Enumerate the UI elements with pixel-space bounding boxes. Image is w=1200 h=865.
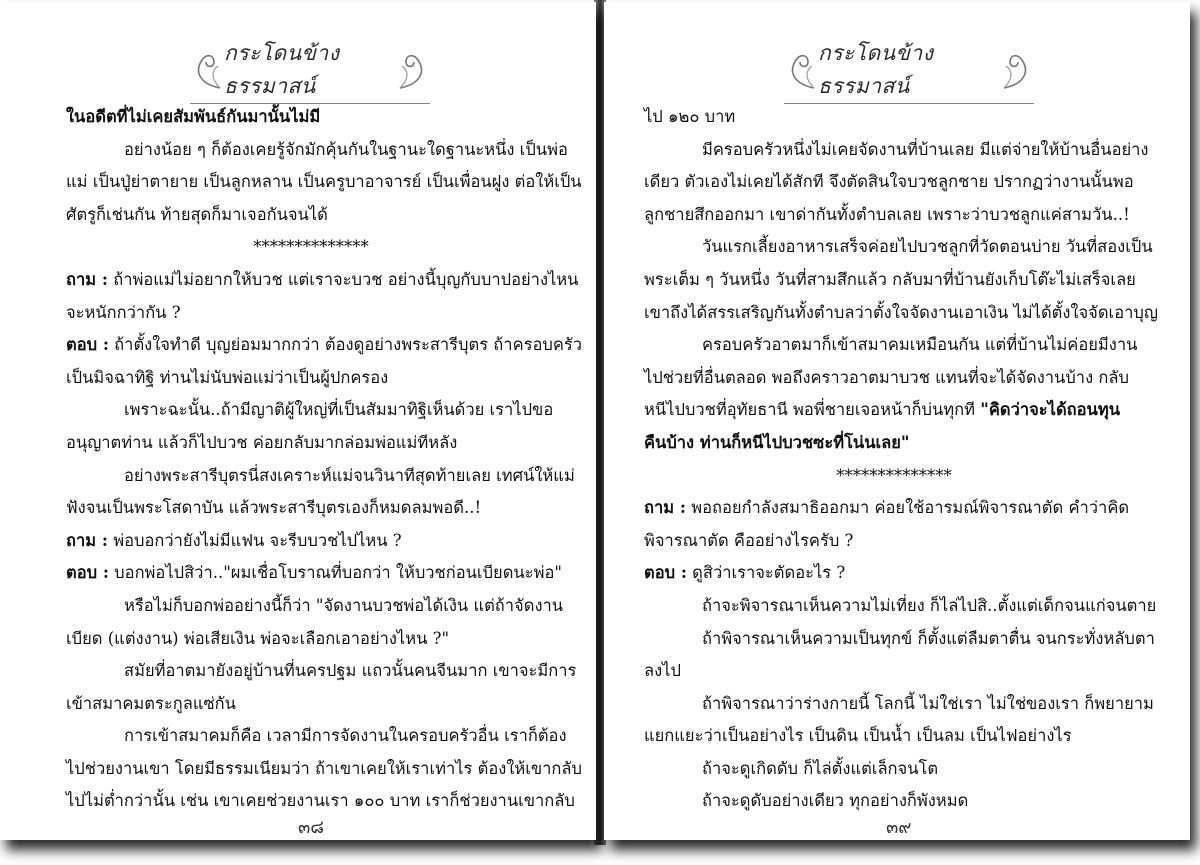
text-line [66, 297, 556, 330]
right-page [604, 2, 1190, 840]
text-line [66, 688, 556, 721]
page-number: ๓๙ [886, 817, 912, 838]
line-text: จะหนักกว่ากัน ? [66, 302, 181, 322]
line-text: คืนบ้าง ท่านก็หนีไปบวชซะที่โน่นเลย" [644, 432, 910, 452]
text-line [644, 525, 1144, 558]
text-line [66, 329, 583, 362]
line-text: ถ้าจะดูดับอย่างเดียว ทุกอย่างก็พังหมด [702, 791, 969, 811]
line-text: แม่ เป็นปู่ย่าตายาย เป็นลูกหลาน เป็นครูบาอาจารย์ เป็นเพื่อนฝูง ต่อให้เป็น [66, 172, 582, 192]
text-line [66, 655, 577, 688]
line-text: ลูกชายสึกออกมา เขาด่ากันทั้งตำบลเลย เพราะว่าบวชลูกแค่สามวัน..! [644, 204, 1130, 224]
text-line [644, 492, 1144, 525]
text-line [66, 525, 556, 558]
line-text: อย่างพระสารีบุตรนี่สงเคราะห์แม่จนวินาทีสุดท้ายเลย เทศน์ให้แม่ [124, 465, 575, 485]
line-text: ************** [253, 237, 369, 257]
line-text: ลงไป [644, 661, 681, 681]
line-text: ถ้าตั้งใจทำดี บุญย่อมมากกว่า ต้องดูอย่างพระสารีบุตร ถ้าครอบครัว [108, 335, 583, 355]
line-text: หรือไม่ก็บอกพ่ออย่างนี้ก็ว่า "จัดงานบวชพ่อได้เงิน แต่ถ้าจัดงาน [124, 595, 564, 615]
header-title: กระโดนข้างธรรมาสน์ [784, 37, 1034, 104]
line-text: ดูสิว่าเราจะตัดอะไร ? [686, 563, 846, 583]
line-text: พระเต็ม ๆ วันหนึ่ง วันที่สามสึกแล้ว กลับมาที่บ้านยังเก็บโต๊ะไม่เสร็จเลย [644, 269, 1136, 289]
qa-label: ถาม : [644, 498, 686, 518]
text-line [644, 231, 1153, 264]
line-text: เบียด (แต่งงาน) พ่อเสียเงิน พ่อจะเลือกเอาอย่างไหน ?" [66, 628, 450, 648]
line-text: บอกพ่อไปสิว่า.."ผมเชื่อโบราณที่บอกว่า ให้บวชก่อนเบียดนะพ่อ" [108, 563, 562, 583]
line-text: ************** [836, 465, 952, 485]
line-text: พิจารณาตัด คืออย่างไรครับ ? [644, 530, 854, 550]
line-text: ไปช่วยที่อื่นตลอด พอถึงคราวอาตมาบวช แทนที่จะได้จัดงานบ้าง กลับ [644, 367, 1129, 387]
line-text: ฟังจนเป็นพระโสดาบัน แล้วพระสารีบุตรเองก็หมดลมพอดี..! [66, 498, 482, 518]
line-text: ไป ๑๒๐ บาท [644, 107, 736, 126]
header-ornament-icon [190, 48, 224, 92]
header-ornament-icon [396, 48, 430, 92]
text-line [644, 688, 1154, 721]
line-text: เดียว ตัวเองไม่เคยได้สักที จึงตัดสินใจบวชลูกชาย ปรากฏว่างานนั้นพอ [644, 172, 1134, 192]
text-line [66, 720, 567, 753]
line-text: พอถอยกำลังสมาธิออกมา ค่อยใช้อารมณ์พิจารณาตัด คำว่าคิด [685, 498, 1130, 518]
line-text: พ่อบอกว่ายังไม่มีแฟน จะรีบบวชไปไหน ? [107, 530, 402, 550]
text-line [644, 199, 1144, 232]
text-line [644, 362, 1144, 395]
left-page-header [190, 42, 430, 98]
right-page-header [784, 42, 1034, 98]
text-line [644, 460, 1144, 493]
qa-label: ถาม : [66, 269, 108, 289]
text-line [644, 623, 1155, 656]
line-text: ถ้าพ่อแม่ไม่อยากให้บวช แต่เราจะบวช อย่างนี้บุญกับบาปอย่างไหน [107, 269, 579, 289]
text-line [644, 427, 1144, 460]
line-text: ถ้าจะพิจารณาเห็นความไม่เที่ยง ก็ไล่ไปสิ..ตั้งแต่เด็กจนแก่จนตาย [702, 595, 1157, 615]
text-line [66, 623, 556, 656]
line-text: เพราะฉะนั้น..ถ้ามีญาติผู้ใหญ่ที่เป็นสัมมาทิฐิเห็นด้วย เราไปขอ [124, 400, 554, 420]
right-page-body [644, 101, 1158, 818]
text-line [66, 166, 582, 199]
text-line [66, 590, 564, 623]
line-text: อย่างน้อย ๆ ก็ต้องเคยรู้จักมักคุ้นกันในฐานะใดฐานะหนึ่ง เป็นพ่อ [124, 139, 568, 159]
text-line [66, 231, 556, 264]
text-line [66, 199, 556, 232]
text-line [66, 460, 575, 493]
text-line [66, 492, 556, 525]
text-line [66, 753, 583, 786]
text-line [66, 394, 556, 427]
text-line [644, 329, 1144, 362]
text-line [644, 753, 1144, 786]
line-text: ศัตรูก็เช่นกัน ท้ายสุดก็มาเจอกันจนได้ [66, 204, 328, 224]
left-page [0, 2, 596, 840]
text-line [644, 101, 1144, 134]
line-text: เขาถึงได้สรรเสริญกันทั้งตำบลว่าตั้งใจจัดงานเอาเงิน ไม่ได้ตั้งใจจัดเอาบุญ [644, 302, 1158, 322]
line-text: ในอดีตที่ไม่เคยสัมพันธ์กันมานั้นไม่มี [66, 107, 321, 126]
line-text: สมัยที่อาตมายังอยู่บ้านที่นครปฐม แถวนั้นคนจีนมาก เขาจะมีการ [124, 661, 577, 681]
qa-label: ตอบ : [66, 335, 109, 355]
text-line [644, 655, 1144, 688]
line-text: ถ้าพิจารณาว่าร่างกายนี้ โลกนี้ ไม่ใช่เรา ไม่ใช่ของเรา ก็พยายาม [702, 693, 1154, 713]
header-ornament-icon [784, 48, 818, 92]
page-number: ๓๘ [298, 817, 325, 838]
left-page-body [66, 101, 583, 818]
header-ornament-icon [1000, 48, 1034, 92]
line-text: เป็นมิจฉาทิฐิ ท่านไม่นับพ่อแม่ว่าเป็นผู้ปกครอง [66, 367, 389, 387]
line-text: ถ้าพิจารณาเห็นความเป็นทุกข์ ก็ตั้งแต่ลืมตาตื่น จนกระทั่งหลับตา [702, 628, 1155, 648]
header-title: กระโดนข้างธรรมาสน์ [190, 37, 430, 104]
line-text: มีครอบครัวหนึ่งไม่เคยจัดงานที่บ้านเลย มีแต่จ่ายให้บ้านอื่นอย่าง [702, 139, 1149, 159]
qa-label: ตอบ : [644, 563, 687, 583]
qa-label: ตอบ : [66, 563, 109, 583]
text-line [66, 264, 579, 297]
bold-quote: "คิดว่าจะได้ถอนทุน [980, 400, 1120, 420]
text-line [644, 720, 1144, 753]
line-text: ไปไม่ต่ำกว่านั้น เช่น เขาเคยช่วยงานเรา ๑๐๐ บาท เราก็ช่วยงานเขากลับ [66, 791, 575, 811]
line-text: ถ้าจะดูเกิดดับ ก็ไล่ตั้งแต่เล็กจนโต [702, 758, 939, 778]
text-line [66, 101, 556, 134]
text-line [644, 590, 1157, 623]
text-line [644, 394, 1144, 427]
line-text: ไปช่วยงานเขา โดยมีธรรมเนียมว่า ถ้าเขาเคยให้เราเท่าไร ต้องให้เขากลับ [66, 758, 583, 778]
qa-label: ถาม : [66, 530, 108, 550]
text-line [66, 134, 568, 167]
text-line [644, 297, 1158, 330]
line-text: อนุญาตท่าน แล้วก็ไปบวช ค่อยกลับมากล่อมพ่อแม่ทีหลัง [66, 432, 458, 452]
line-text: หนีไปบวชที่อุทัยธานี พอพี่ชายเจอหน้าก็บ่นทุกที [644, 400, 981, 420]
text-line [644, 264, 1144, 297]
line-text: วันแรกเลี้ยงอาหารเสร็จค่อยไปบวชลูกที่วัดตอนบ่าย วันที่สองเป็น [702, 237, 1153, 257]
line-text: แยกแยะว่าเป็นอย่างไร เป็นดิน เป็นน้ำ เป็นลม เป็นไฟอย่างไร [644, 726, 1072, 746]
text-line [66, 557, 562, 590]
text-line [66, 427, 556, 460]
text-line [644, 557, 1144, 590]
line-text: การเข้าสมาคมก็คือ เวลามีการจัดงานในครอบครัวอื่น เราก็ต้อง [124, 726, 567, 746]
text-line [66, 362, 556, 395]
text-line [644, 134, 1149, 167]
line-text: ครอบครัวอาตมาก็เข้าสมาคมเหมือนกัน แต่ที่บ้านไม่ค่อยมีงาน [702, 335, 1138, 355]
text-line [644, 166, 1144, 199]
line-text: เข้าสมาคมตระกูลแซ่กัน [66, 693, 236, 713]
